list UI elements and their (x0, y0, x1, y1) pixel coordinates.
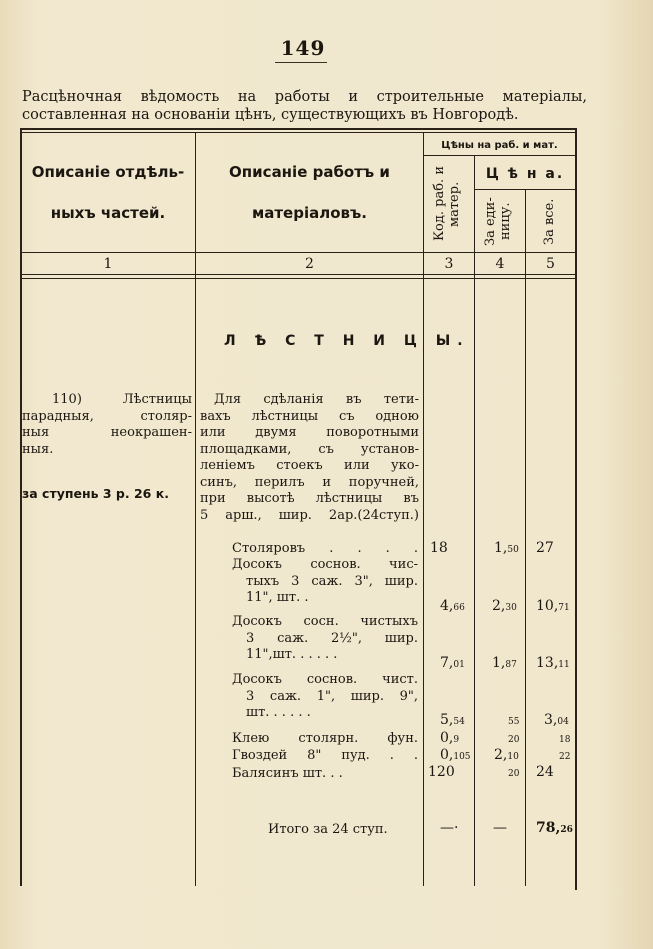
total-cell (536, 764, 554, 780)
qty-cell: 120 (428, 764, 455, 780)
column-divider-2 (423, 133, 424, 886)
material-row-label (232, 557, 418, 607)
unit-sub: 20 (508, 769, 520, 779)
total-label: Итого за 24 ступ. (268, 822, 388, 837)
unit-price-cell (508, 712, 519, 728)
table-title-line-2: составленная на основаніи цѣнъ, существующихъ въ Новгородѣ. (22, 107, 519, 123)
unit-price-cell (494, 747, 519, 763)
unit-sub: 10 (507, 752, 519, 762)
header-col1-line1: Описаніе отдѣль- (31, 163, 185, 181)
qty-sub: 9 (453, 735, 460, 745)
part-line: ныя неокрашен- (22, 425, 192, 440)
desc-line: леніемъ стоекъ или уко- (200, 458, 419, 473)
prices-group-rule (423, 155, 577, 156)
unit-sub: 87 (505, 660, 517, 670)
qty-cell: 18 (430, 540, 448, 556)
work-description (200, 392, 419, 524)
unit-price-cell (492, 598, 517, 614)
total-cell (536, 598, 570, 614)
material-line: Клею столярн. фун. (232, 731, 418, 746)
unit-price-cell (492, 655, 517, 671)
table-top-rule (20, 128, 577, 130)
table-left-border (20, 128, 22, 886)
total-main: 10, (536, 598, 559, 614)
header-bottom-rule (20, 252, 577, 253)
column-number-1: 1 (103, 256, 113, 272)
qty-sub: 01 (453, 660, 465, 670)
total-main: 24 (536, 764, 554, 780)
header-col1-line2: ныхъ частей. (50, 204, 166, 222)
material-line: 3 саж. 2½", шир. (246, 630, 418, 646)
desc-line: вахъ лѣстницы съ одною (200, 408, 419, 424)
grand-total-main: 78, (536, 820, 561, 836)
numbers-row-rule-2 (20, 278, 577, 279)
material-line: Досокъ соснов. чис- (232, 557, 418, 572)
unit-main: 1, (494, 540, 508, 556)
header-col5: За все. (542, 198, 557, 245)
qty-cell (440, 598, 465, 614)
qty-cell (440, 655, 465, 671)
desc-line: 5 арш., шир. 2ар.(24ступ.) (200, 507, 419, 523)
material-row-label (232, 748, 418, 765)
qty-sub: 105 (453, 752, 471, 762)
part-line: парадныя, столяр- (22, 408, 192, 424)
total-main: 13, (536, 655, 559, 671)
material-line: Столяровъ . . . . (232, 541, 418, 556)
unit-main: 2, (494, 747, 508, 763)
column-number-4: 4 (495, 256, 505, 272)
total-sub: 18 (559, 735, 571, 745)
header-col2-line2: матеріаловъ. (251, 204, 367, 222)
total-col4: — (493, 820, 507, 836)
desc-line: при высотѣ лѣстницы въ (200, 491, 419, 506)
column-divider-1 (195, 133, 196, 886)
desc-line: площадками, съ установ- (200, 441, 419, 457)
unit-price-cell (494, 540, 519, 556)
part-description (22, 392, 192, 458)
column-number-3: 3 (444, 256, 454, 272)
total-cell (536, 540, 554, 556)
numbers-row-rule (20, 274, 577, 275)
total-cell (559, 747, 570, 763)
page-number: 149 (280, 36, 326, 60)
part-line: 110) Лѣстницы (52, 392, 192, 407)
header-col4: За еди- ницу. (483, 197, 513, 246)
unit-sub: 20 (508, 735, 520, 745)
qty-main: 7, (440, 655, 454, 671)
material-line: Гвоздей 8" пуд. . . (232, 748, 418, 763)
total-sub: 71 (558, 603, 570, 613)
total-col3: —· (440, 820, 459, 836)
grand-total (536, 820, 573, 836)
material-row-label (232, 672, 418, 722)
material-row-label (232, 766, 418, 783)
qty-cell (440, 712, 465, 728)
header-col3: Код. раб. и матер. (432, 166, 462, 242)
qty-main: 0, (440, 730, 454, 746)
qty-main: 4, (440, 598, 454, 614)
qty-main: 0, (440, 747, 454, 763)
header-price-sub: Ц ѣ н а. (485, 166, 565, 182)
unit-price-cell (508, 764, 519, 780)
material-line: 11",шт. . . . . . (246, 647, 338, 662)
qty-cell (440, 747, 471, 763)
material-row-label (232, 614, 418, 664)
unit-sub: 50 (507, 545, 519, 555)
unit-sub: 55 (508, 717, 520, 727)
desc-line: Для сдѣланія въ тети- (214, 392, 419, 407)
rate-per-step: за ступень 3 р. 26 к. (22, 486, 169, 501)
total-sub: 04 (557, 717, 569, 727)
material-row-label (232, 541, 418, 558)
desc-line: синъ, перилъ и поручней, (200, 474, 419, 490)
unit-main: 2, (492, 598, 506, 614)
material-line: 11", шт. . (246, 590, 309, 605)
section-title: Л Ѣ С Т Н И Ц Ы. (224, 333, 470, 349)
material-line: 3 саж. 1", шир. 9", (246, 688, 418, 704)
unit-price-cell (508, 730, 519, 746)
total-sub: 22 (559, 752, 571, 762)
material-line: Досокъ сосн. чистыхъ (232, 614, 418, 629)
material-line: Досокъ соснов. чист. (232, 672, 418, 687)
header-col2-line1: Описаніе работъ и (229, 163, 390, 181)
total-sub: 11 (558, 660, 570, 670)
table-title-line-1: Расцѣночная вѣдомость на работы и строительные матеріалы, (22, 89, 587, 105)
qty-main: 5, (440, 712, 454, 728)
qty-sub: 66 (453, 603, 465, 613)
column-divider-4 (525, 190, 526, 886)
total-main: 3, (544, 712, 558, 728)
unit-main: 1, (492, 655, 506, 671)
page-number-rule (275, 62, 327, 63)
qty-sub: 54 (453, 717, 465, 727)
unit-sub: 30 (505, 603, 517, 613)
part-line: ныя. (22, 441, 54, 457)
material-line: тыхъ 3 саж. 3", шир. (246, 573, 418, 589)
total-main: 27 (536, 540, 554, 556)
table-right-border (575, 128, 577, 890)
header-prices-group: Цѣны на раб. и мат. (441, 140, 558, 151)
desc-line: или двумя поворотными (200, 425, 419, 440)
table-top-rule-thin (20, 132, 577, 133)
material-line: шт. . . . . . (246, 705, 311, 720)
column-number-2: 2 (305, 256, 314, 272)
material-line: Балясинъ шт. . . (232, 766, 343, 781)
total-cell (544, 712, 569, 728)
material-row-label (232, 731, 418, 748)
total-cell (536, 655, 570, 671)
column-number-5: 5 (546, 256, 555, 272)
grand-total-sub: 26 (560, 825, 573, 835)
total-cell (559, 730, 570, 746)
qty-cell (440, 730, 459, 746)
